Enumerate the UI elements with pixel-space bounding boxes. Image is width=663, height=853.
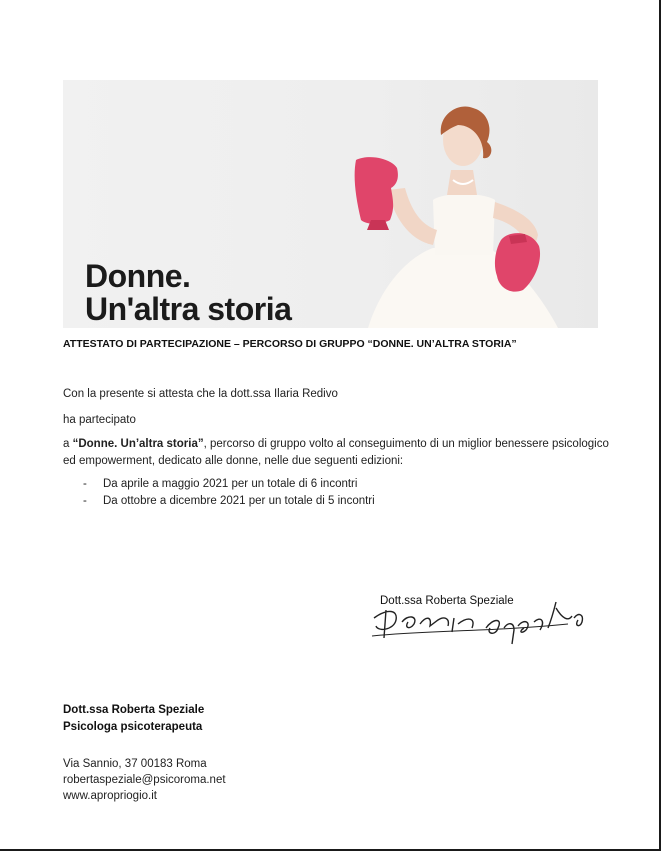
footer-address: Via Sannio, 37 00183 Roma [63,758,207,770]
participation-line: ha partecipato [63,414,136,426]
attestation-line: Con la presente si attesta che la dott.ssa Ilaria Redivo [63,388,338,400]
document-heading: ATTESTATO DI PARTECIPAZIONE – PERCORSO DI GRUPPO “DONNE. UN’ALTRA STORIA” [63,338,517,350]
course-description-line [63,438,609,450]
course-prefix: a [63,438,73,450]
banner-title [85,260,291,326]
course-title: “Donne. Un’altra storia” [72,438,204,450]
banner-title-line2: Un'altra storia [85,291,292,327]
woman-boxing-gloves-illustration [273,80,598,328]
signature-name: Dott.ssa Roberta Speziale [380,595,514,607]
course-description-line2: ed empowerment, dedicato alle donne, nelle due seguenti edizioni: [63,455,404,467]
signature-block [368,588,598,648]
edition-text: Da ottobre a dicembre 2021 per un totale di 5 incontri [103,495,375,507]
footer-email[interactable]: robertaspeziale@psicoroma.net [63,774,226,786]
course-rest: , percorso di gruppo volto al conseguimento di un miglior benessere psicologico [203,438,609,450]
editions-list [63,478,375,512]
list-item [63,495,375,512]
list-item [63,478,375,495]
bullet-dash: - [83,495,87,507]
banner-image [63,80,598,328]
bullet-dash: - [83,478,87,490]
footer-website[interactable]: www.apropriogio.it [63,790,157,802]
banner-title-line1: Donne. [85,258,191,294]
footer-role: Psicologa psicoterapeuta [63,721,203,733]
footer-name: Dott.ssa Roberta Speziale [63,704,205,716]
edition-text: Da aprile a maggio 2021 per un totale di 6 incontri [103,478,358,490]
